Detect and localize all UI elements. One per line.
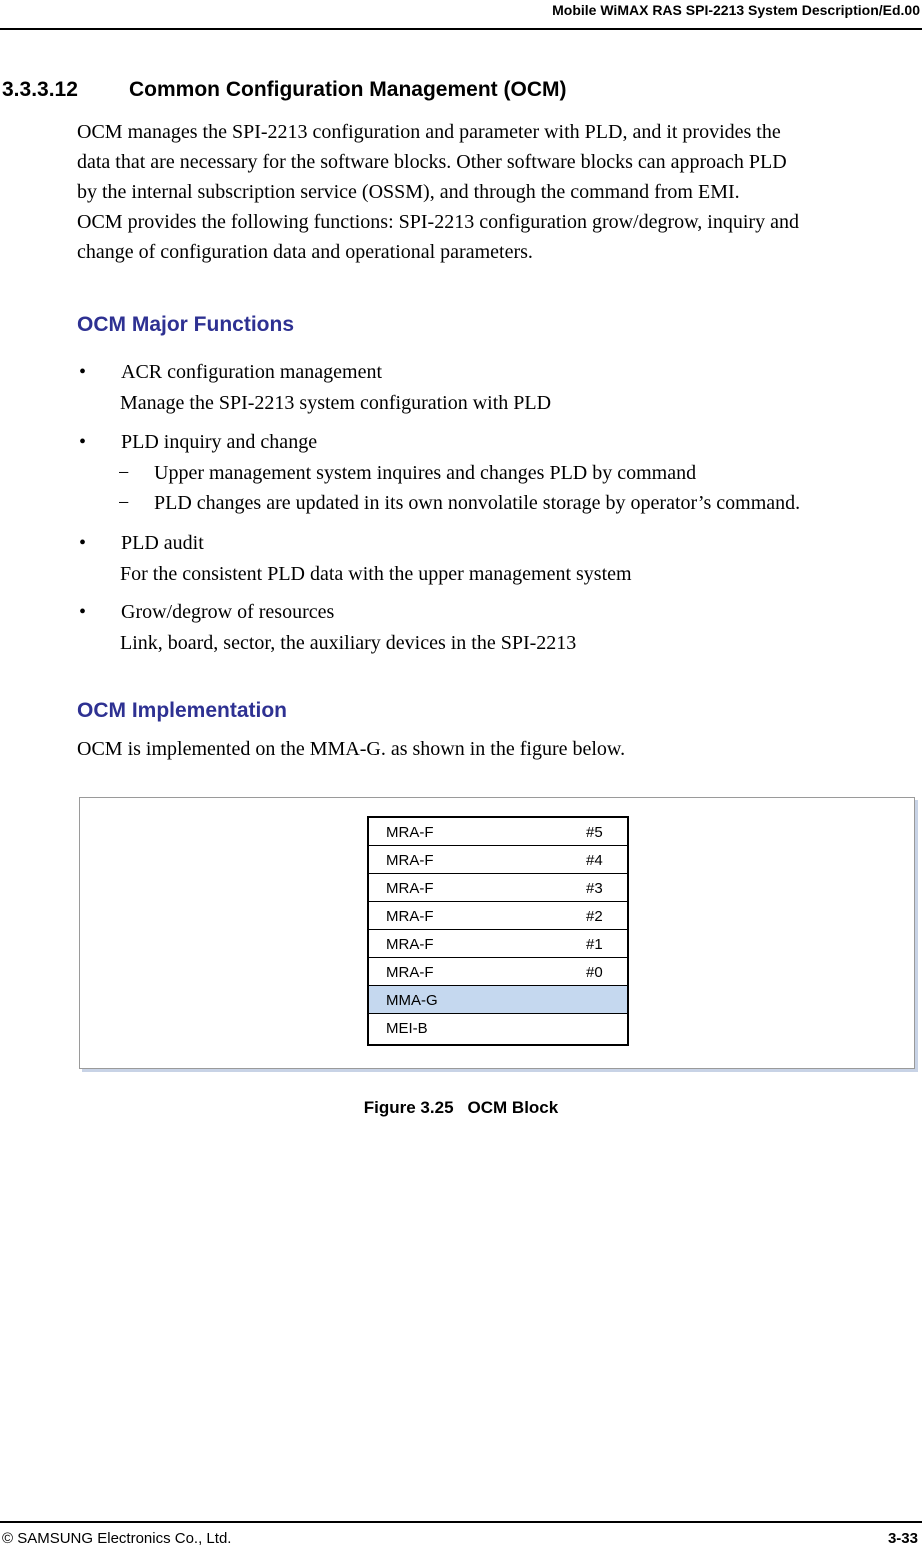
board-index: #1 — [586, 936, 603, 953]
document-title: Mobile WiMAX RAS SPI-2213 System Description/Ed.00 — [552, 2, 920, 18]
figure-caption — [0, 1098, 922, 1118]
sub-list-item-text: PLD changes are updated in its own nonvolatile storage by operator’s command. — [154, 492, 801, 514]
board-row — [369, 930, 627, 958]
section-title: Common Configuration Management (OCM) — [129, 78, 567, 101]
board-name: MRA-F — [386, 964, 434, 981]
board-row — [369, 818, 627, 846]
board-index: #4 — [586, 852, 603, 869]
sub-list-item — [118, 488, 800, 518]
list-item-detail: For the consistent PLD data with the upper management system — [120, 563, 632, 585]
intro-line: OCM manages the SPI-2213 configuration and parameter with PLD, and it provides the — [77, 121, 781, 143]
bullet-icon: • — [79, 361, 87, 383]
dash-icon: − — [118, 492, 130, 514]
board-index: #5 — [586, 824, 603, 841]
figure-title: OCM Block — [467, 1098, 559, 1117]
board-name: MRA-F — [386, 824, 434, 841]
board-row — [369, 902, 627, 930]
ocm-block-diagram — [367, 816, 629, 1046]
board-index: #2 — [586, 908, 603, 925]
board-name: MRA-F — [386, 880, 434, 897]
board-row — [369, 958, 627, 986]
board-name: MRA-F — [386, 908, 434, 925]
intro-line: by the internal subscription service (OSSM), and through the command from EMI. — [77, 181, 740, 203]
board-index: #3 — [586, 880, 603, 897]
board-index: #0 — [586, 964, 603, 981]
board-name: MRA-F — [386, 936, 434, 953]
board-name: MMA-G — [386, 992, 438, 1009]
copyright: © SAMSUNG Electronics Co., Ltd. — [2, 1530, 232, 1547]
intro-line: change of configuration data and operational parameters. — [77, 241, 533, 263]
list-item-label: PLD inquiry and change — [121, 431, 318, 453]
bullet-icon: • — [79, 431, 87, 453]
intro-paragraph — [77, 117, 917, 267]
board-row-highlighted — [369, 986, 627, 1014]
board-row — [369, 846, 627, 874]
intro-line: data that are necessary for the software blocks. Other software blocks can approach PLD — [77, 151, 787, 173]
bullet-icon: • — [79, 532, 87, 554]
sub-list-item — [118, 458, 696, 488]
board-row — [369, 1014, 627, 1044]
section-heading — [2, 78, 566, 102]
list-item — [77, 357, 382, 387]
dash-icon: − — [118, 462, 130, 484]
sub-list-item-text: Upper management system inquires and changes PLD by command — [154, 462, 697, 484]
list-item-detail: Manage the SPI-2213 system configuration with PLD — [120, 392, 552, 414]
page-footer — [0, 1521, 922, 1553]
board-name: MEI-B — [386, 1020, 428, 1037]
list-item — [77, 597, 334, 627]
list-item-label: PLD audit — [121, 532, 204, 554]
major-functions-heading: OCM Major Functions — [77, 313, 294, 336]
list-item — [77, 528, 204, 558]
list-item-label: Grow/degrow of resources — [121, 601, 335, 623]
figure-number: Figure 3.25 — [363, 1098, 454, 1117]
section-number: 3.3.3.12 — [2, 78, 78, 101]
board-row — [369, 874, 627, 902]
intro-line: OCM provides the following functions: SPI-2213 configuration grow/degrow, inquiry and — [77, 211, 799, 233]
implementation-heading: OCM Implementation — [77, 699, 288, 722]
list-item-label: ACR configuration management — [121, 361, 383, 383]
implementation-paragraph: OCM is implemented on the MMA-G. as shown in the figure below. — [77, 738, 626, 760]
list-item-detail: Link, board, sector, the auxiliary devices in the SPI-2213 — [120, 632, 577, 654]
page-header — [0, 0, 922, 30]
board-name: MRA-F — [386, 852, 434, 869]
bullet-icon: • — [79, 601, 87, 623]
list-item — [77, 427, 317, 457]
page-number: 3-33 — [887, 1530, 918, 1547]
